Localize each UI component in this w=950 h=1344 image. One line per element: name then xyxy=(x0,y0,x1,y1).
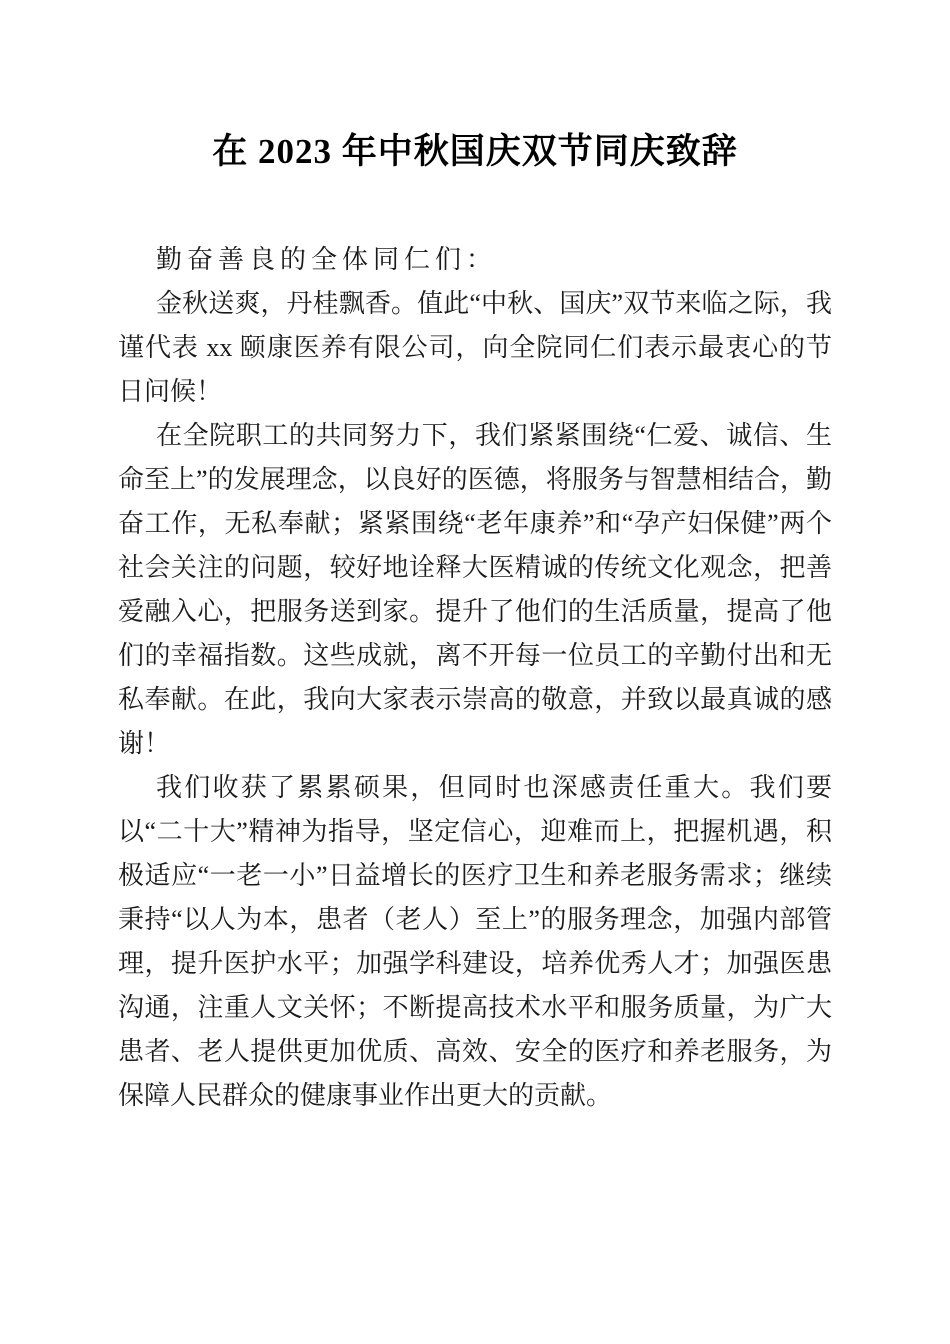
paragraph-festival-wishes: 金秋送爽，丹桂飘香。值此“中秋、国庆”双节来临之际，我谨代表 xx 颐康医养有限公司，向全院同仁们表示最衷心的节日问候！ xyxy=(118,289,832,406)
document-body xyxy=(118,238,832,1118)
document-title: 在 2023 年中秋国庆双节同庆致辞 xyxy=(212,132,738,171)
paragraph-achievements: 在全院职工的共同努力下，我们紧紧围绕“仁爱、诚信、生命至上”的发展理念，以良好的医德，将服务与智慧相结合，勤奋工作，无私奉献；紧紧围绕“老年康养”和“孕产妇保健”两个社会关注的问题，较好地诠释大医精诚的传统文化观念，把善爱融入心，把服务送到家。提升了他们的生活质量，提高了他们的幸福指数。这些成就，离不开每一位员工的辛勤付出和无私奉献。在此，我向大家表示崇高的敬意，并致以最真诚的感谢！ xyxy=(118,421,832,758)
paragraph-greeting: 勤奋善良的全体同仁们： xyxy=(156,245,498,274)
paragraph-outlook: 我们收获了累累硕果，但同时也深感责任重大。我们要以“二十大”精神为指导，坚定信心，迎难而上，把握机遇，积极适应“一老一小”日益增长的医疗卫生和养老服务需求；继续秉持“以人为本，患者（老人）至上”的服务理念，加强内部管理，提升医护水平；加强学科建设，培养优秀人才；加强医患沟通，注重人文关怀；不断提高技术水平和服务质量，为广大患者、老人提供更加优质、高效、安全的医疗和养老服务，为保障人民群众的健康事业作出更大的贡献。 xyxy=(118,773,832,1110)
